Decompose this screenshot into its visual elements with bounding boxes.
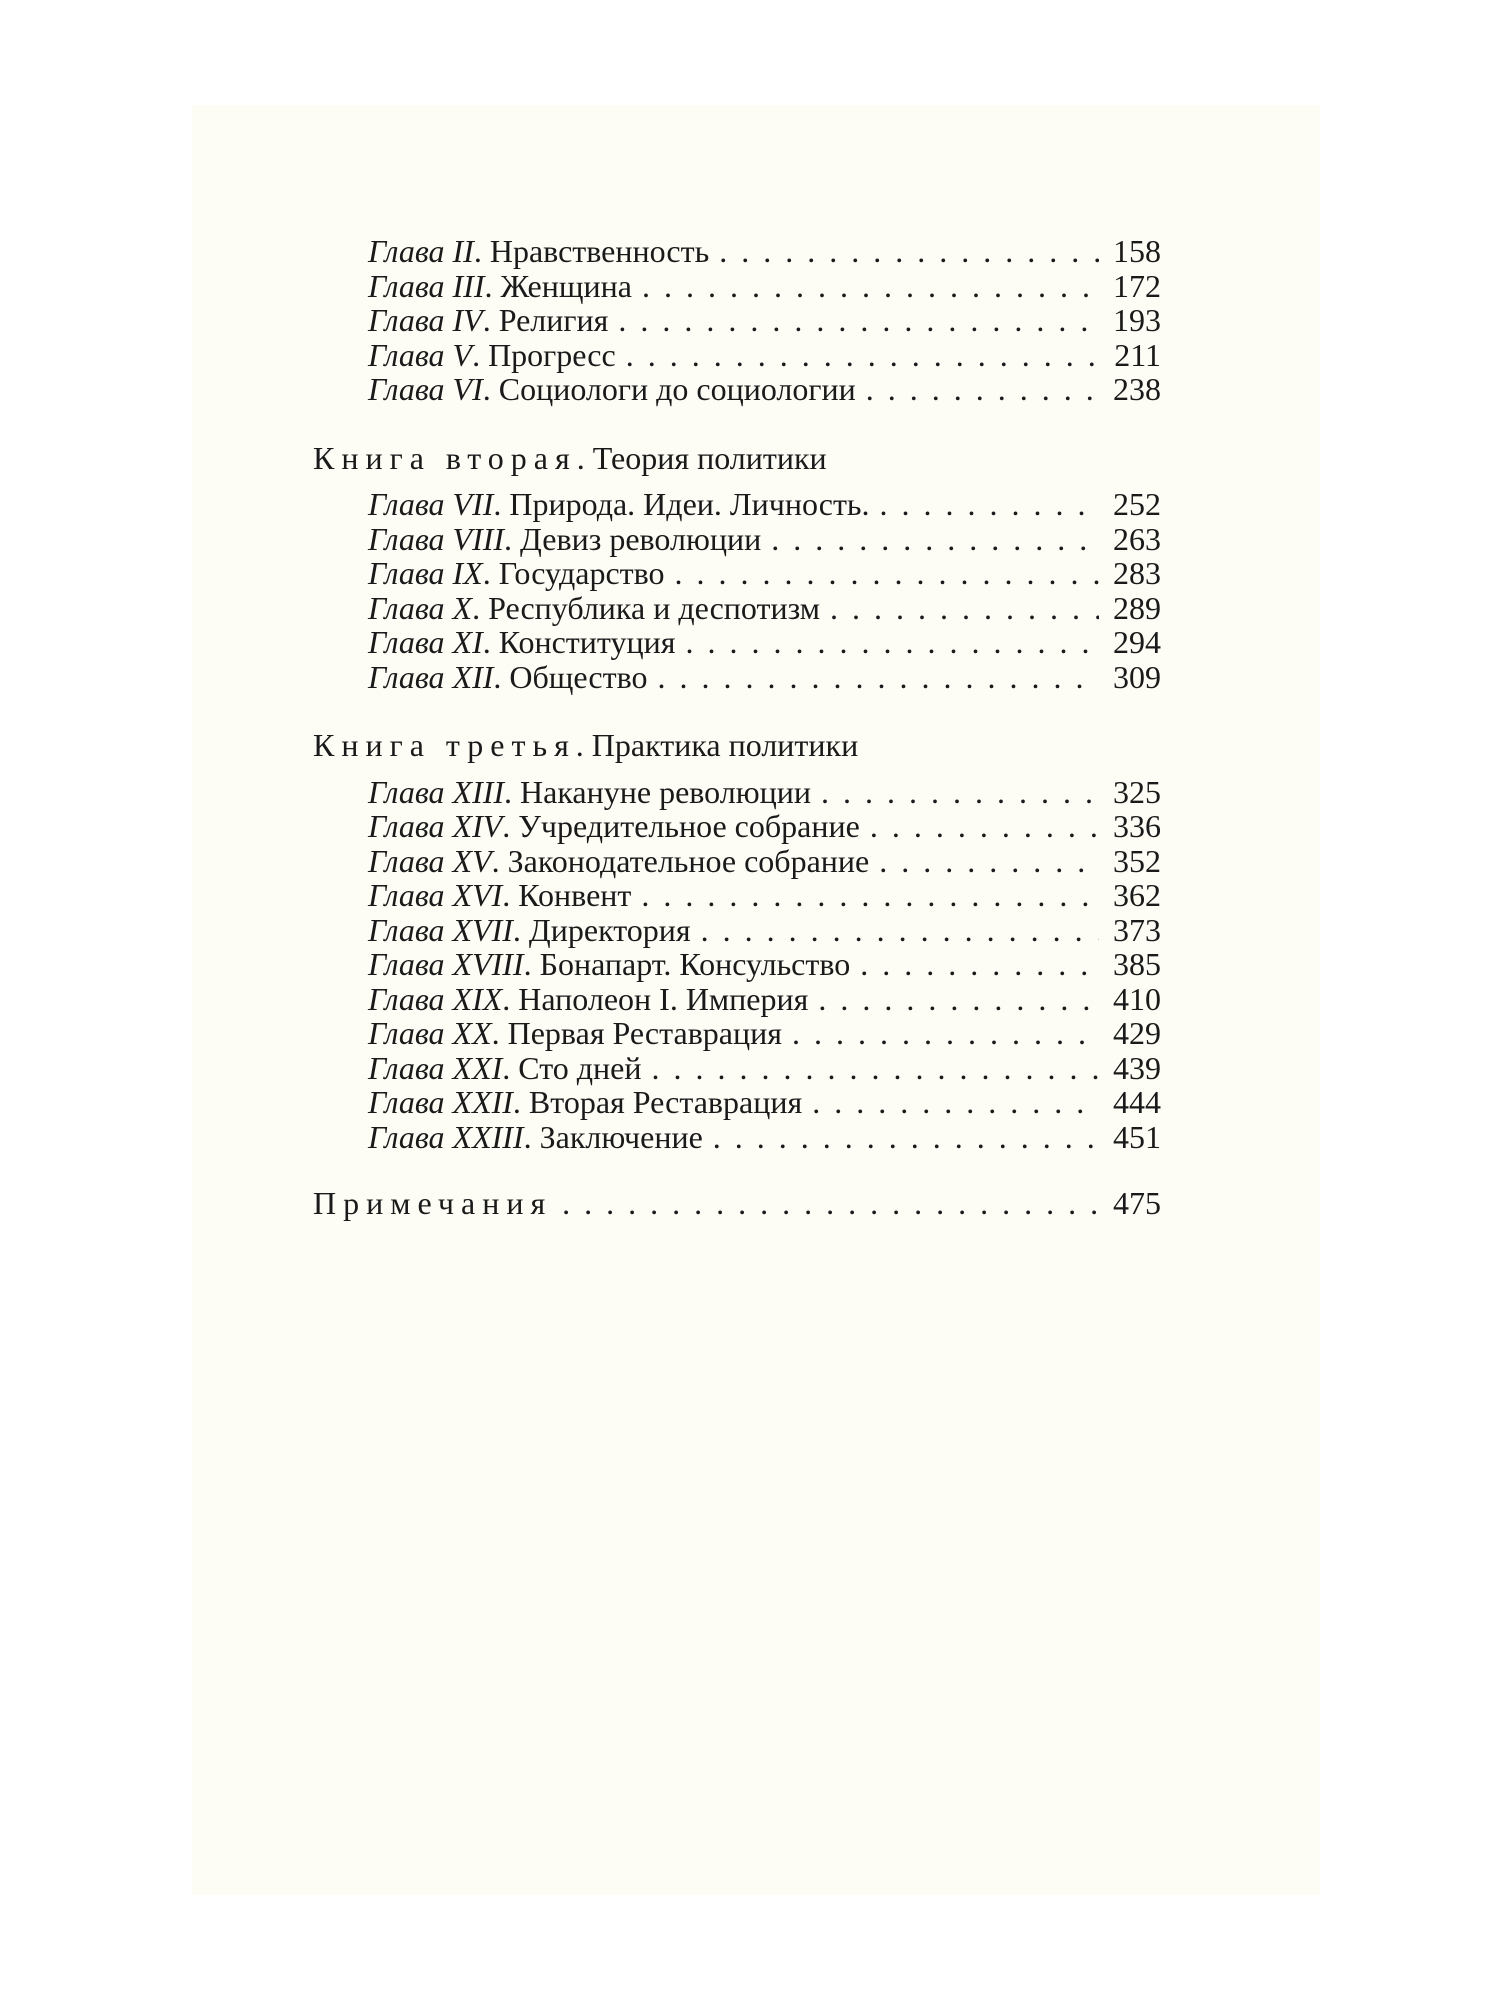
page-number: 444 — [1113, 1084, 1161, 1120]
chapter-title: Наполеон I. Империя — [518, 980, 809, 1017]
dot-leader — [880, 487, 1099, 522]
chapter-number: Глава II — [368, 233, 474, 269]
dot-leader — [701, 913, 1099, 948]
toc-row[interactable]: Глава XIII. Накануне революции . . . 325 — [313, 775, 1161, 810]
chapter-title: Законодательное собрание — [507, 842, 870, 879]
page-number: 352 — [1113, 842, 1161, 879]
chapter-title: Директория — [528, 911, 691, 948]
dot-leader — [719, 234, 1099, 269]
page-number: 283 — [1113, 555, 1161, 591]
chapter-number: Глава VIII — [368, 520, 505, 557]
dot-leader — [860, 947, 1099, 982]
dot-leader — [830, 591, 1099, 626]
page-number: 385 — [1113, 946, 1161, 982]
toc-row[interactable]: Глава V. Прогресс . . . 211 — [313, 338, 1161, 373]
page-number: 439 — [1113, 1049, 1161, 1086]
book-label: Книга третья — [313, 727, 576, 763]
chapter-number: Глава V — [368, 336, 473, 373]
chapter-number: Глава XII — [368, 658, 494, 695]
dot-leader — [870, 809, 1099, 844]
toc-row[interactable]: Глава XII. Общество . . . 309 — [313, 660, 1161, 695]
dot-leader — [821, 775, 1099, 810]
chapter-title: Заключение — [539, 1118, 703, 1155]
page-number: 429 — [1113, 1015, 1161, 1051]
chapter-number: Глава XXIII — [368, 1118, 524, 1155]
chapter-number: Глава XV — [368, 842, 492, 879]
page-number: 193 — [1113, 302, 1161, 338]
chapter-title: Сто дней — [518, 1049, 642, 1086]
page-number: 325 — [1113, 773, 1161, 810]
page-number: 238 — [1113, 371, 1161, 407]
dot-leader — [713, 1120, 1099, 1155]
dot-leader — [792, 1016, 1099, 1051]
toc-row[interactable]: Глава VII. Природа. Идеи. Личность. . . . 252 — [313, 487, 1161, 522]
chapter-title: Социологи до социологии — [498, 371, 856, 407]
chapter-number: Глава XIV — [368, 808, 503, 844]
chapter-title: Женщина — [500, 267, 632, 304]
book-title: Практика политики — [591, 727, 859, 763]
book-heading: Книга вторая. Теория политики — [313, 439, 827, 476]
page-number: 211 — [1114, 336, 1161, 373]
toc-row[interactable]: Глава VIII. Девиз революции . . . 263 — [313, 522, 1161, 557]
toc-row[interactable]: Глава X. Республика и деспотизм . . . 289 — [313, 591, 1161, 626]
book-heading: Книга третья. Практика политики — [313, 727, 859, 763]
page-number: 362 — [1113, 877, 1161, 913]
notes-label: Примечания — [313, 1185, 553, 1221]
chapter-title: Учредительное собрание — [518, 808, 860, 844]
chapter-title: Республика и деспотизм — [488, 589, 821, 626]
chapter-number: Глава IX — [368, 555, 483, 591]
chapter-title: Первая Реставрация — [507, 1015, 782, 1051]
chapter-title: Конституция — [498, 624, 676, 660]
chapter-number: Глава VI — [368, 371, 483, 407]
toc-row[interactable]: Глава XIV. Учредительное собрание . . . 336 — [313, 809, 1161, 844]
chapter-title: Религия — [498, 302, 609, 338]
dot-leader — [685, 625, 1099, 660]
chapter-number: Глава XXI — [368, 1049, 503, 1086]
chapter-title: Конвент — [518, 877, 632, 913]
dot-leader — [641, 878, 1099, 913]
dot-leader — [657, 660, 1099, 695]
toc-row[interactable]: Глава IV. Религия . . . 193 — [313, 303, 1161, 338]
chapter-number: Глава XI — [368, 624, 483, 660]
toc-row[interactable]: Глава XX. Первая Реставрация . . . 429 — [313, 1016, 1161, 1051]
chapter-title: Накануне революции — [520, 773, 811, 810]
page-number: 252 — [1113, 486, 1161, 522]
chapter-number: Глава XX — [368, 1015, 492, 1051]
chapter-number: Глава XVIII — [368, 946, 524, 982]
page-number: 158 — [1113, 233, 1161, 269]
toc-row[interactable]: Глава XI. Конституция . . . 294 — [313, 625, 1161, 660]
toc-row[interactable]: Глава XXI. Сто дней . . . 439 — [313, 1051, 1161, 1086]
dot-leader — [675, 556, 1099, 591]
chapter-number: Глава XIII — [368, 773, 505, 810]
dot-leader — [818, 982, 1099, 1017]
page-number: 309 — [1113, 658, 1161, 695]
dot-leader — [562, 1186, 1099, 1221]
dot-leader — [879, 844, 1099, 879]
toc-row[interactable]: Глава IX. Государство . . . 283 — [313, 556, 1161, 591]
chapter-number: Глава XVI — [368, 877, 503, 913]
toc-row[interactable]: Глава VI. Социологи до социологии . . . 238 — [313, 372, 1161, 407]
toc-row[interactable]: Глава XVII. Директория . . . 373 — [313, 913, 1161, 948]
page-number: 336 — [1113, 808, 1161, 844]
chapter-number: Глава XVII — [368, 911, 513, 948]
toc-row[interactable]: Глава XXIII. Заключение . . . 451 — [313, 1120, 1161, 1155]
dot-leader — [812, 1085, 1099, 1120]
chapter-title: Государство — [498, 555, 665, 591]
toc-row[interactable]: Глава III. Женщина . . . 172 — [313, 269, 1161, 304]
chapter-number: Глава XIX — [368, 980, 503, 1017]
page-number: 410 — [1113, 980, 1161, 1017]
toc-row[interactable]: Глава XVIII. Бонапарт. Консульство . . . 385 — [313, 947, 1161, 982]
page-number: 172 — [1113, 267, 1161, 304]
page-number: 263 — [1113, 520, 1161, 557]
page-number: 451 — [1113, 1118, 1161, 1155]
chapter-number: Глава XXII — [368, 1084, 513, 1120]
chapter-number: Глава IV — [368, 302, 483, 338]
dot-leader — [771, 522, 1099, 557]
toc-row[interactable]: Глава XXII. Вторая Реставрация . . . 444 — [313, 1085, 1161, 1120]
toc-row[interactable]: Глава XV. Законодательное собрание . . . 352 — [313, 844, 1161, 879]
chapter-title: Девиз революции — [520, 520, 762, 557]
toc-row[interactable]: Глава XVI. Конвент . . . 362 — [313, 878, 1161, 913]
book-label: Книга вторая — [313, 439, 577, 476]
dot-leader — [626, 338, 1100, 373]
dot-leader — [866, 372, 1099, 407]
chapter-number: Глава X — [368, 589, 473, 626]
dot-leader — [651, 1051, 1099, 1086]
page-number: 294 — [1113, 624, 1161, 660]
chapter-title: Нравственность — [489, 233, 710, 269]
chapter-title: Бонапарт. Консульство — [539, 946, 851, 982]
chapter-title: Природа. Идеи. Личность. — [509, 486, 870, 522]
toc-row[interactable]: Глава XIX. Наполеон I. Империя . . . 410 — [313, 982, 1161, 1017]
chapter-title: Общество — [509, 658, 648, 695]
chapter-title: Прогресс — [488, 336, 616, 373]
table-of-contents — [313, 234, 1161, 1221]
page-number: 373 — [1113, 911, 1161, 948]
page-number: 475 — [1113, 1185, 1161, 1221]
toc-row-notes[interactable] — [313, 1186, 1161, 1221]
chapter-title: Вторая Реставрация — [528, 1084, 803, 1120]
book-title: Теория политики — [592, 439, 827, 476]
chapter-number: Глава III — [368, 267, 485, 304]
page-number: 289 — [1113, 589, 1161, 626]
toc-row[interactable]: Глава II. Нравственность . . . 158 — [313, 234, 1161, 269]
chapter-number: Глава VII — [368, 486, 494, 522]
dot-leader — [642, 269, 1099, 304]
dot-leader — [618, 303, 1099, 338]
